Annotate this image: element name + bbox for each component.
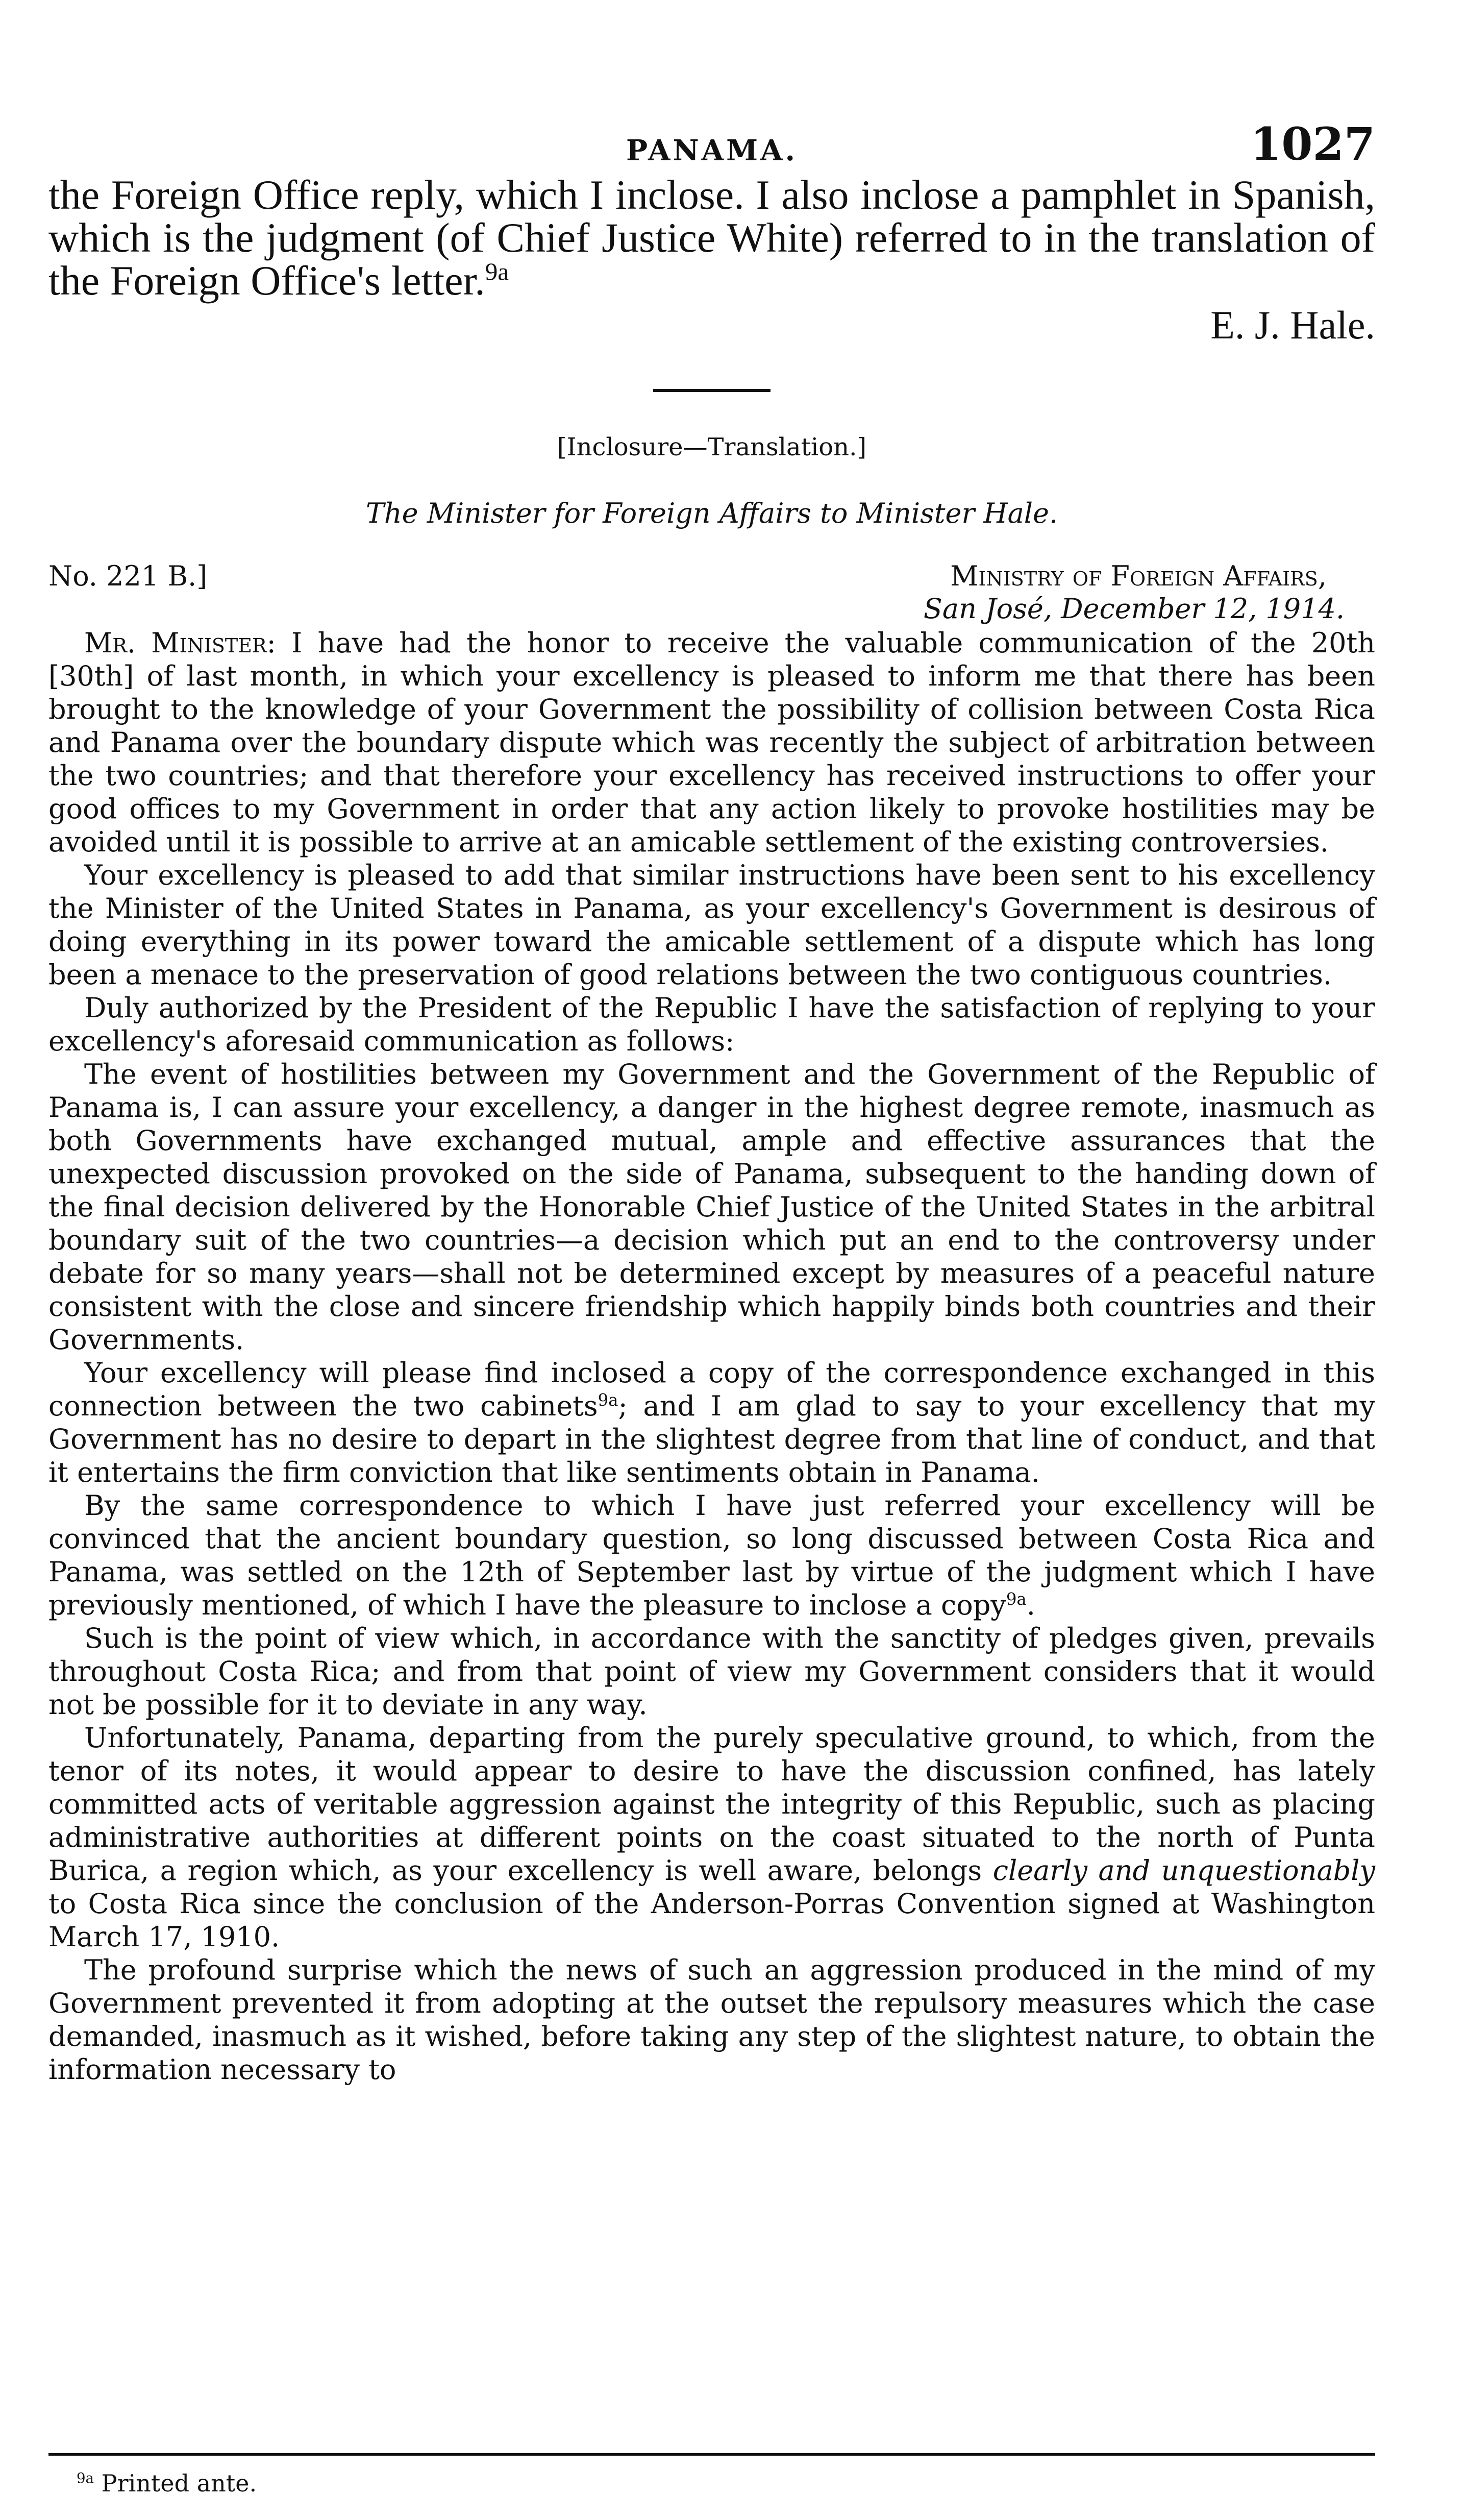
document-title: The Minister for Foreign Affairs to Minister Hale. xyxy=(365,497,1058,529)
running-head xyxy=(48,107,1375,174)
footnote-divider xyxy=(48,2453,1375,2456)
paragraph-8-text-b: to Costa Rica since the conclusion of the Anderson-Porras Convention signed at Washington March 17, 1910. xyxy=(48,1888,1375,1953)
document-page xyxy=(48,107,1375,2086)
footnote-ref: 9a xyxy=(485,257,509,286)
paragraph-8-emphasis: clearly and unquestionably xyxy=(992,1854,1376,1887)
document-number: No. 221 B.] xyxy=(48,560,208,592)
page-number: 1027 xyxy=(1250,117,1375,170)
footnote-ref: 9a xyxy=(598,1390,618,1410)
paragraph-5-text-b: ; and I am glad to say to your excellency that my Government has no desire to depart in the slightest degree from that line of conduct, and that it entertains the firm conviction that like sentiments obtain in Panama. xyxy=(48,1390,1375,1488)
paragraph-6-text-b: . xyxy=(1026,1589,1035,1621)
place-date: San José, December 12, 1914. xyxy=(923,593,1345,625)
signature-text: E. J. Hale. xyxy=(1210,303,1375,347)
footnote-text: Printed ante. xyxy=(94,2469,257,2497)
running-title: PANAMA. xyxy=(626,134,798,167)
ministry-name: Ministry of Foreign Affairs, xyxy=(950,560,1327,592)
paragraph-9: The profound surprise which the news of such an aggression produced in the mind of my Government prevented it from adopting at the outset the repulsory measures which the case demanded, inasmuch as it wished, before taking any step of the slightest nature, to obtain the information necessary to xyxy=(48,1954,1375,2086)
footnote-ref: 9a xyxy=(1006,1589,1027,1609)
footnote-marker: 9a xyxy=(77,2469,94,2487)
paragraph-2: Your excellency is pleased to add that similar instructions have been sent to his excellency the Minister of the United States in Panama, as your excellency's Government is desirous of doing everything in its power toward the amicable settlement of a dispute which has long been a menace to the preservation of good relations between the two contiguous countries. xyxy=(48,859,1375,991)
lead-text: the Foreign Office reply, which I inclose. I also inclose a pamphlet in Spanish, which is the judgment (of Chief Justice White) referred to in the translation of the Foreign Office's letter. xyxy=(48,172,1375,304)
salutation: Mr. Minister: xyxy=(84,627,276,659)
inclosure-label: [Inclosure—Translation.] xyxy=(557,433,867,461)
lead-paragraph xyxy=(48,174,1375,302)
paragraph-7: Such is the point of view which, in accordance with the sanctity of pledges given, prevails throughout Costa Rica; and from that point of view my Government considers that it would not be possible for it to deviate in any way. xyxy=(48,1622,1375,1721)
letter-heading xyxy=(48,560,1375,626)
paragraph-4: The event of hostilities between my Government and the Government of the Republic of Panama is, I can assure your excellency, a danger in the highest degree remote, inasmuch as both Governments have exchanged mutual, ample and effective assurances that the unexpected discussion provoked on the side of Panama, subsequent to the handing down of the final decision delivered by the Honorable Chief Justice of the United States in the arbitral boundary suit of the two countries—a decision which put an end to the controversy under debate for so many years—shall not be determined except by measures of a peaceful nature consistent with the close and sincere friendship which happily binds both countries and their Governments. xyxy=(48,1058,1375,1356)
paragraph-5 xyxy=(48,1356,1375,1489)
paragraph-1-text: I have had the honor to receive the valuable communication of the 20th [30th] of last month, in which your excellency is pleased to inform me that there has been brought to the knowledge of your Government the possibility of collision between Costa Rica and Panama over the boundary dispute which was recently the subject of arbitration between the two countries; and that therefore your excellency has received instructions to offer your good offices to my Government in order that any action likely to provoke hostilities may be avoided until it is possible to arrive at an amicable settlement of the existing controversies. xyxy=(48,627,1375,858)
letter-body xyxy=(48,626,1375,2086)
paragraph-8-text-a: Unfortunately, Panama, departing from the purely speculative ground, to which, from the tenor of its notes, it would appear to desire to have the discussion confined, has lately committed acts of veritable aggression against the integrity of this Republic, such as placing administrative authorities at different points on the coast situated to the north of Punta Burica, a region which, as your excellency is well aware, belongs xyxy=(48,1722,1375,1887)
paragraph-6-text-a: By the same correspondence to which I have just referred your excellency will be convinced that the ancient boundary question, so long discussed between Costa Rica and Panama, was settled on the 12th of September last by virtue of the judgment which I have previously mentioned, of which I have the pleasure to inclose a copy xyxy=(48,1489,1375,1621)
paragraph-3: Duly authorized by the President of the Republic I have the satisfaction of replying to your excellency's aforesaid communication as follows: xyxy=(48,992,1375,1057)
section-divider xyxy=(653,389,771,392)
paragraph-8 xyxy=(48,1721,1375,1953)
paragraph-5-text-a: Your excellency will please find inclosed a copy of the correspondence exchanged in this connection between the two cabinets xyxy=(48,1357,1375,1422)
paragraph-6 xyxy=(48,1489,1375,1622)
signature xyxy=(48,302,1375,348)
paragraph-1 xyxy=(48,626,1375,859)
footnote xyxy=(77,2469,257,2497)
